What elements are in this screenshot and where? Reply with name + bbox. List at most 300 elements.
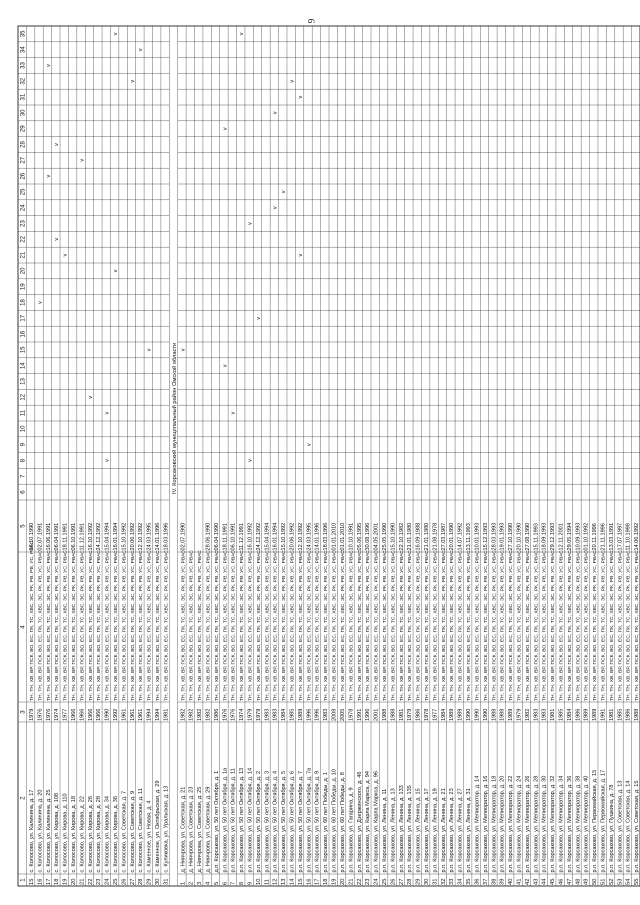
- bottom-row-works: ТН, ТН, ХВ, ВР, ПСК, ВО, ЕС, ПК, ТС, ХВС, ЭС, РК, РВ, УС, РВАС: [441, 550, 447, 701]
- top-row-date: 18.11.1991: [62, 523, 69, 551]
- top-row-number: 26: [121, 878, 128, 885]
- bottom-row-address: р.п. Корсаково, ул. Советская, д. 13: [617, 780, 624, 873]
- bottom-row-date: 10.01.1993: [474, 522, 481, 551]
- bottom-row-address: р.п. Корсаково, ул. Мелиоратор, д. 24: [516, 775, 523, 873]
- top-row-works: ТН, ТН, ХВ, ВР, ПСК, ВО, ЕС, ПК, ТС, ХВС, ЭС, РК, РВ, УС, РВАС: [97, 550, 103, 701]
- top-row-number: 22: [87, 878, 94, 885]
- bottom-row-date: 17.07.1997: [617, 522, 624, 551]
- bottom-row-date: 20.11.1996: [592, 523, 599, 551]
- top-row-date: 06.10.1990: [28, 522, 35, 551]
- bottom-row-works: ТН, ТН, ХВ, ВР, ПСК, ВО, ЕС, ПК, ТС, ХВС, ЭС, РК, РВ, УС, РВАС: [408, 550, 414, 701]
- bottom-row-date: 02.07.1990: [180, 522, 187, 551]
- bottom-row-number: 31: [432, 878, 439, 885]
- bottom-row-address: р.п. Корсаково, ул. Мелиоратор, д. 30: [541, 775, 548, 873]
- bottom-row-number: 43: [533, 878, 540, 885]
- bottom-row-address: р.п. Корсаково, ул. Мелиоратор, д. 40: [583, 775, 590, 873]
- bottom-row-number: 40: [508, 878, 515, 885]
- header-number: 13: [20, 378, 27, 385]
- header-number: 21: [20, 251, 27, 259]
- bottom-row-date: 24.12.1992: [255, 522, 262, 551]
- bottom-row-works: ТН, ТН, ХВ, ВР, ПСК, ВО, ЕС, ПК, ТС, ХВС, ЭС, РК, РВ, УС, РВАС: [349, 550, 355, 701]
- bottom-row-address: р.п. Корсаково, ул. Мелиоратор, д. 32: [550, 775, 557, 873]
- bottom-row-address: р.п. Корсаково, ул. Ленина, д. 13: [390, 788, 397, 873]
- bottom-row-number: 44: [541, 878, 548, 885]
- bottom-row-address: р.п. Корсаково, ул. Ленина, д. 15: [415, 788, 422, 873]
- header-number: 9: [20, 443, 27, 447]
- bottom-row-number: 48: [575, 878, 582, 885]
- bottom-row-year: 1979: [255, 708, 262, 721]
- bottom-row-date: 16.01.1994: [272, 522, 279, 551]
- bottom-row-year: 1982: [524, 708, 531, 721]
- top-row-date: 16.06.1991: [45, 522, 52, 551]
- bottom-row-number: 38: [491, 878, 498, 885]
- bottom-row-year: 1996: [306, 708, 313, 721]
- bottom-row-year: 1989: [297, 708, 304, 721]
- bottom-row-year: 1986: [575, 708, 582, 721]
- header-number: 18: [20, 299, 27, 306]
- bottom-row-works: ТН, ТН, ХВ, ВР, ПСК, ВО, ЕС, ПК, ТС, ХВС, ЭС, РК, РВ, УС, РВАС: [248, 550, 254, 701]
- top-row-address: с. Колосово, ул. Кирова, д. 36: [113, 796, 120, 873]
- header-number: 23: [20, 220, 27, 227]
- bottom-row-number: 32: [440, 878, 447, 885]
- bottom-row-works: ТН, ТН, ХВ, ВР, ПСК, ВО, ЕС, ПК, ТС, ХВС, ЭС, РК, РВ, УС, РВАС: [618, 550, 624, 701]
- header-number: 19: [20, 283, 27, 291]
- check-mark: v: [272, 111, 279, 115]
- bottom-row-number: 2: [188, 881, 195, 885]
- header-number: 22: [20, 235, 27, 243]
- bottom-row-address: р.п. Корсаково, ул. 50 лет Октября, д. 14: [247, 767, 254, 873]
- check-mark: v: [146, 348, 153, 352]
- top-row-works: ТН, ТН, ХВ, ВР, ПСК, ВО, ЕС, ПК, ТС, ХВС, ЭС, РК, РВ, УС, РВАС: [38, 550, 44, 701]
- bottom-row-works: ТН, ТН, ХВ, ВР, ПСК, ВО, ЕС, ПК, ТС, ХВС, ЭС, РК, РВ, УС, РВАС: [324, 550, 330, 701]
- bottom-row-address: д. Ниячрова, ул. Советская, д. 23: [188, 786, 195, 873]
- top-row-date: 02.07.1991: [37, 522, 44, 551]
- bottom-row-year: 1990: [466, 708, 473, 721]
- bottom-row-date: 15.12.1993: [482, 522, 489, 551]
- bottom-row-date: 18.09.1993: [541, 522, 548, 551]
- bottom-row-number: 1: [180, 881, 187, 885]
- bottom-row-works: ТН, ТН, ХВ, ВР, ПСК, ВО, ЕС, ПК, ТС, ХВС, ЭС, РК, РВ, УС, РВАС: [475, 550, 481, 701]
- top-row-year: 1979: [28, 708, 35, 721]
- bottom-row-address: р.п. Корсаково, ул. Мелиоратор, д. 26: [524, 775, 531, 873]
- bottom-row-date: 06.10.1991: [230, 522, 237, 551]
- top-row-address: с. Колосово, ул. Советская, д. 9: [129, 790, 136, 873]
- top-row-year: 1974: [54, 708, 61, 721]
- top-row-address: с. Колосово, ул. Советская, д. 11: [138, 788, 145, 873]
- top-row-works: ТН, ТН, ХВ, ВР, ПСК, ВО, ЕС, ПК, ТС, ХВС, ЭС, РК, РВ, УС, РВАС: [130, 550, 136, 701]
- bottom-row-date: 05.06.1995: [356, 522, 363, 551]
- bottom-row-works: ТН, ТН, ХВ, ВР, ПСК, ВО, ЕС, ПК, ТС, ХВС, ЭС, РК, РВ, УС, РВАС: [399, 550, 405, 701]
- bottom-row-number: 15: [297, 878, 304, 885]
- bottom-row-address: р.п. Корсаково, ул. 60 лет Победы, д. 1: [323, 772, 330, 873]
- bottom-row-year: 1986: [625, 708, 632, 721]
- top-row-works: ТН, ТН, ХВ, ВР, ПСК, ВО, ЕС, ПК, ТС, ХВС, ЭС, РК, РВ, УС, РВАС: [122, 550, 128, 701]
- top-row-number: 23: [96, 878, 103, 885]
- bottom-row-works: ТН, ТН, ХВ, ВР, ПСК, ВО, ЕС, ПК, ТС, ХВС, ЭС, РК, РВ, УС, РВАС: [425, 550, 431, 701]
- bottom-row-works: ТН, ТН, ХВ, ВР, ПСК, ВО, ЕС, ПК, ТС, ХВС, ЭС, РК, РВ, УС, РВАС: [206, 550, 212, 701]
- bottom-row-number: 12: [272, 878, 279, 885]
- bottom-row-date: 11.10.1998: [625, 523, 632, 551]
- bottom-row-works: ТН, ТН, ХВ, ВР, ПСК, ВО, ЕС, ПК, ТС, ХВС, ЭС, РК, РВ, УС, РВАС: [483, 550, 489, 701]
- bottom-row-works: ТН, ТН, ХВ, ВР, ПСК, ВО, ЕС, ПК, ТС, ХВС, ЭС, РК, РВ, УС, РВАС: [593, 550, 599, 701]
- header-number: 7: [20, 474, 27, 478]
- check-mark: v: [297, 95, 304, 99]
- bottom-row-works: ТН, ТН, ХВ, ВР, ПСК, ВО, ЕС, ПК, ТС, ХВС, ЭС, РК, РВ, УС, РВАС: [256, 550, 262, 701]
- bottom-row-works: ТН, ТН, ХВ, ВР, ПСК, ВО, ЕС, ПК, ТС, ХВС, ЭС, РК, РВ, УС, РВАС: [382, 550, 388, 701]
- header-number: 10: [20, 425, 27, 433]
- bottom-row-date: 22.10.1982: [398, 522, 405, 551]
- top-row-address: с. Каменное, ул. Новая, д. 4: [146, 800, 153, 873]
- page-number: 9: [306, 18, 317, 24]
- bottom-row-date: 28.03.1993: [491, 522, 498, 551]
- bottom-row-date: 21.08.1978: [432, 522, 439, 551]
- bottom-row-address: р.п. Корсаково, ул. Мелиоратор, д. 38: [575, 775, 582, 873]
- bottom-row-address: р.п. Корсаково, ул. 60 лет Победы, д. 10: [331, 769, 338, 873]
- top-row-number: 19: [62, 878, 69, 885]
- bottom-row-address: р.п. Корсаково, ул. Мелиоратор, д. 20: [499, 775, 506, 873]
- bottom-row-number: 20: [339, 878, 346, 885]
- top-row-year: 1966: [79, 708, 86, 721]
- bottom-row-year: 1979: [516, 708, 523, 721]
- bottom-row-address: д. Ниячрова, ул. Советская, д. 29: [205, 786, 212, 873]
- bottom-row-number: 55: [634, 878, 640, 885]
- top-row-works: ТН, ТН, ХВ, ВР, ПСК, ВО, ЕС, ПК, ТС, ХВС, ЭС, РК, РВ, УС, РВАС: [105, 550, 111, 701]
- bottom-row-works: ТН, ТН, ХВ, ВР, ПСК, ВО, ЕС, ПК, ТС, ХВС, ЭС, РК, РВ, УС, РВАС: [635, 550, 640, 701]
- bottom-row-year: 1982: [188, 708, 195, 721]
- bottom-row-year: 1989: [449, 708, 456, 721]
- bottom-row-date: 15.04.1994: [264, 522, 271, 551]
- bottom-row-year: 1989: [508, 708, 515, 721]
- bottom-row-year: 1986: [415, 708, 422, 721]
- top-row-address: с. Колосово, ул. Калинина, д. 25: [45, 789, 52, 873]
- bottom-row-year: 1985: [558, 708, 565, 721]
- bottom-row-address: р.п. Корсаково, ул. Мелиоратор, д. 34: [558, 775, 565, 873]
- check-mark: v: [281, 190, 288, 194]
- bottom-row-works: ТН, ТН, ХВ, ВР, ПСК, ВО, ЕС, ПК, ТС, ХВС, ЭС, РК, РВ, УС, РВАС: [332, 550, 338, 701]
- check-mark: v: [289, 79, 296, 83]
- header-number: 11: [20, 409, 27, 417]
- bottom-row-number: 47: [566, 878, 573, 885]
- header-number: 27: [20, 156, 27, 164]
- bottom-row-date: 18.03.1996: [323, 522, 330, 551]
- top-row-year: 1961: [121, 708, 128, 721]
- bottom-row-address: р.п. Корсаково, ул. 50 лет Октября, д. 7а: [306, 767, 313, 873]
- bottom-row-number: 50: [592, 878, 599, 885]
- bottom-row-works: ТН, ТН, ХВ, ВР, ПСК, ВО, ЕС, ПК, ТС, ХВС, ЭС, РК, РВ, УС, РВАС: [265, 550, 271, 701]
- bottom-row-works: ТН, ТН, ХВ, ВР, ПСК, ВО, ЕС, ПК, ТС, ХВС, ЭС, РК, РВ, УС, РВАС: [525, 550, 531, 701]
- bottom-row-number: 36: [474, 878, 481, 885]
- top-row-number: 24: [104, 878, 111, 885]
- check-mark: v: [239, 32, 246, 36]
- bottom-row-year: 1984: [566, 708, 573, 721]
- bottom-row-year: 1985: [289, 708, 296, 721]
- bottom-row-number: 51: [600, 878, 607, 885]
- bottom-row-works: ТН, ТН, ХВ, ВР, ПСК, ВО, ЕС, ПК, ТС, ХВС, ЭС, РК, РВ, УС, РВАС: [584, 550, 590, 701]
- bottom-row-year: 1976: [230, 708, 237, 721]
- header-number: 33: [20, 62, 27, 69]
- check-mark: v: [129, 79, 136, 83]
- header-number: 31: [20, 93, 27, 101]
- header-number: 1: [20, 878, 27, 882]
- bottom-row-year: 1982: [180, 708, 187, 721]
- bottom-row-address: р.п. Корсаково, ул. Первомайская, д. 15: [592, 769, 599, 873]
- bottom-row-number: 30: [424, 878, 431, 885]
- header-number: 4: [20, 625, 27, 629]
- check-mark: v: [54, 143, 61, 146]
- top-row-number: 16: [37, 878, 44, 885]
- bottom-row-works: ТН, ТН, ХВ, ВР, ПСК, ВО, ЕС, ПК, ТС, ХВС, ЭС, РК, РВ, УС, РВАС: [458, 550, 464, 701]
- bottom-row-year: 1976: [222, 708, 229, 721]
- bottom-row-works: ТН, ТН, ХВ, ВР, ПСК, ВО, ЕС, ПК, ТС, ХВС, ЭС, РК, РВ, УС, РВАС: [340, 550, 346, 701]
- bottom-row-year: 1981: [398, 708, 405, 721]
- top-row-address: с. Колосово, ул. Кирова, д. 34: [104, 796, 111, 873]
- bottom-row-year: 1996: [314, 708, 321, 721]
- header-number: 29: [20, 125, 27, 133]
- top-row-number: 31: [163, 878, 170, 885]
- bottom-row-works: ТН, ТН, ХВ, ВР, ПСК, ВО, ЕС, ПК, ТС, ХВС, ЭС, РК, РВ, УС, РВАС: [366, 550, 372, 701]
- bottom-row-date: 15.10.1990: [390, 522, 397, 551]
- bottom-row-works: ТН, ТН, ХВ, ВР, ПСК, ВО, ЕС, ПК, ТС, ХВС, ЭС, РК, РВ, УС, РВАС: [214, 550, 220, 701]
- top-row-address: с. Колосово, ул. Калинина, д. 17: [28, 789, 35, 873]
- top-row-year: 1990: [104, 708, 111, 721]
- check-mark: v: [247, 459, 254, 462]
- bottom-row-year: 1991: [356, 708, 363, 721]
- top-row-date: 15.10.1992: [121, 522, 128, 551]
- bottom-row-date: 10.09.1993: [575, 522, 582, 551]
- bottom-row-number: 42: [524, 878, 531, 885]
- bottom-row-works: ТН, ТН, ХВ, ВР, ПСК, ВО, ЕС, ПК, ТС, ХВС, ЭС, РК, РВ, УС, РВАС: [500, 550, 506, 701]
- bottom-row-date: 27.08.1990: [524, 522, 531, 551]
- check-mark: v: [306, 443, 313, 447]
- bottom-row-date: 30.08.1996: [365, 522, 372, 551]
- bottom-row-address: д. Ниячрова, ул. Советская, д. 25: [197, 786, 204, 873]
- bottom-row-date: 14.07.1992: [457, 522, 464, 551]
- bottom-row-year: 1983: [272, 708, 279, 721]
- bottom-row-date: 28.06.1990: [205, 522, 212, 551]
- top-row-number: 25: [113, 878, 120, 885]
- bottom-row-year: 1979: [247, 708, 254, 721]
- bottom-row-works: ТН, ТН, ХВ, ВР, ПСК, ВО, ЕС, ПК, ТС, ХВС, ЭС, РК, РВ, УС, РВАС: [601, 550, 607, 701]
- bottom-row-number: 46: [558, 878, 565, 885]
- top-row-year: 1994: [155, 708, 162, 721]
- bottom-row-address: р.п. Корсаково, ул. 50 лет Октября, д. 7: [297, 770, 304, 873]
- header-number: 3: [20, 710, 27, 714]
- bottom-row-number: 29: [415, 878, 422, 885]
- check-mark: v: [79, 158, 86, 162]
- top-row-year: 1961: [138, 708, 145, 721]
- bottom-row-works: ТН, ТН, ХВ, ВР, ПСК, ВО, ЕС, ПК, ТС, ХВС, ЭС, РК, РВ, УС, РВАС: [492, 550, 498, 701]
- bottom-row-year: 1978: [424, 708, 431, 721]
- top-row-year: 1992: [113, 708, 120, 721]
- bottom-row-year: 1982: [205, 708, 212, 721]
- bottom-row-number: 17: [314, 878, 321, 885]
- bottom-row-address: р.п. Корсаково, ул. Карла Маркса, д. 96: [373, 771, 380, 873]
- bottom-row-works: ТН, ТН, ХВ, ВР, ПСК, ВО, ЕС, ПК, ТС, ХВС, ЭС, РК, РВ, УС, РВАС: [534, 550, 540, 701]
- bottom-row-address: р.п. Корсаково, ул. Мелиоратор, д. 28: [533, 775, 540, 873]
- top-row-number: 27: [129, 878, 136, 885]
- bottom-row-address: р.п. Корсаково, ул. Ленина, д. 23: [449, 788, 456, 873]
- bottom-row-date: 06.04.1990: [213, 522, 220, 551]
- bottom-row-number: 37: [482, 878, 489, 885]
- top-row-date: 15.04.1994: [104, 522, 111, 551]
- bottom-row-date: 21.01.1980: [407, 522, 414, 551]
- bottom-row-year: 1988: [634, 708, 640, 721]
- top-row-year: 1966: [70, 708, 77, 721]
- top-row-date: 06.10.1991: [70, 522, 77, 551]
- top-row-year: 1961: [129, 708, 136, 721]
- header-number: 15: [20, 346, 27, 354]
- bottom-row-number: 27: [398, 878, 405, 885]
- bottom-row-address: р.п. Корсаково, ул. 50 лет Октября, д. 6: [289, 770, 296, 873]
- bottom-row-number: 6: [222, 881, 229, 885]
- bottom-row-date: 16.09.1988: [415, 522, 422, 551]
- top-row-date: 11.12.1991: [79, 523, 86, 551]
- bottom-row-year: 1974: [239, 708, 246, 721]
- top-row-works: ТН, ТН, ХВ, ВР, ПСК, ВО, ЕС, ПК, ТС, ХВС, ЭС, РК, РВ, УС, РВАС: [164, 550, 170, 701]
- check-mark: v: [113, 269, 120, 273]
- bottom-row-works: ТН, ТН, ХВ, ВР, ПСК, ВО, ЕС, ПК, ТС, ХВС, ЭС, РК, РВ, УС, РВАС: [307, 550, 313, 701]
- header-number: 24: [20, 204, 27, 212]
- top-row-number: 21: [79, 878, 86, 885]
- top-row-works: ТН, ТН, ХВ, ВР, ПСК, ВО, ЕС, ПК, ТС, ХВС, ЭС, РК, РВ, УС, РВАС: [114, 550, 120, 701]
- bottom-row-address: р.п. Корсаково, ул. Дзержинского, д. 46: [356, 771, 363, 873]
- bottom-row-year: 1990: [474, 708, 481, 721]
- bottom-row-address: р.п. Корсаково, ул. 50 лет Октября, д. 5: [281, 770, 288, 873]
- bottom-row-works: ТН, ТН, ХВ, ВР, ПСК, ВО, ЕС, ПК, ТС, ХВС, ЭС, РК, РВ, УС, РВАС: [551, 550, 557, 701]
- bottom-row-works: ТН, ТН, ХВ, ВР, ПСК, ВО, ЕС, ПК, ТС, ХВС, ЭС, РК, РВ, УС, РВАС: [198, 550, 204, 701]
- top-row-number: 18: [54, 878, 61, 885]
- bottom-row-works: ТН, ТН, ХВ, ВР, ПСК, ВО, ЕС, ПК, ТС, ХВС, ЭС, РК, РВ, УС, РВАС: [626, 550, 632, 701]
- bottom-row-date: 29.12.1993: [550, 522, 557, 551]
- bottom-row-works: ТН, ТН, ХВ, ВР, ПСК, ВО, ЕС, ПК, ТС, ХВС, ЭС, РК, РВ, УС, РВАС: [467, 550, 473, 701]
- bottom-row-date: 20.06.1992: [289, 522, 296, 551]
- bottom-row-year: 1985: [617, 708, 624, 721]
- top-row-number: 30: [155, 878, 162, 885]
- bottom-row-address: р.п. Корсаково, ул. Мелиоратор, д. 18: [491, 775, 498, 873]
- bottom-row-date: 11.12.1991: [239, 523, 246, 551]
- bottom-row-number: 10: [255, 878, 262, 885]
- bottom-row-number: 22: [356, 878, 363, 885]
- bottom-row-number: 26: [390, 878, 397, 885]
- bottom-row-date: 25.05.1990: [381, 522, 388, 551]
- bottom-row-year: 1983: [323, 708, 330, 721]
- bottom-row-number: 39: [499, 878, 506, 885]
- top-row-works: ТН, ТН, ХВ, ВР, ПСК, ВО, ЕС, ПК, ТС, ХВС, ЭС, РК, РВ, УС, РВАС: [71, 550, 77, 701]
- check-mark: v: [222, 127, 229, 131]
- bottom-row-date: 04.05.2001: [373, 522, 380, 551]
- header-number: 16: [20, 330, 27, 338]
- check-mark: v: [45, 64, 52, 67]
- bottom-row-address: р.п. Корсаково, ул. 50 лет Октября, д. 13: [239, 767, 246, 873]
- header-number: 26: [20, 172, 27, 180]
- top-row-works: ТН, ТН, ХВ, ВР, ПСК, ВО, ЕС, ПК, ТС, ХВС, ЭС, РК, РВ, УС, РВАС: [156, 550, 162, 701]
- top-row-works: ТН, ТН, ХВ, ВР, ПСК, ВО, ЕС, ПК, ТС, ХВС, ЭС, РК, РВ, УС, РВАС: [139, 550, 145, 701]
- bottom-row-works: ТН, ТН, ХВ, ВР, ПСК, ВО, ЕС, ПК, ТС, ХВС, ЭС, РК, РВ, УС, РВАС: [223, 550, 229, 701]
- bottom-row-address: р.п. Корсаково, ул. Гагарина, д. 9: [348, 787, 355, 873]
- check-mark: v: [104, 411, 111, 415]
- bottom-row-number: 28: [407, 878, 414, 885]
- bottom-row-address: р.п. Корсаково, ул. Ленина, д. 19: [432, 788, 439, 873]
- top-row-address: с. Колосово, ул. Кирова, д. 22: [79, 796, 86, 873]
- header-number: 6: [20, 490, 27, 494]
- bottom-row-works: ТН, ТН, ХВ, ВР, ПСК, ВО, ЕС, ПК, ТС, ХВС, ЭС, РК, РВ, УС, РВАС: [517, 550, 523, 701]
- bottom-row-address: р.п. Корсаково, ул. Мелиоратор, д. 22: [508, 775, 515, 873]
- bottom-row-works: ТН, ТН, ХВ, ВР, ПСК, ВО, ЕС, ПК, ТС, ХВС, ЭС, РК, РВ, УС, РВАС: [374, 550, 380, 701]
- bottom-row-date: 21.01.1980: [424, 522, 431, 551]
- bottom-row-date: 01.01.2010: [339, 522, 346, 551]
- header-number: 5: [20, 524, 27, 528]
- top-row-address: с. Куликовка, ул. Уральская, д. 13: [163, 785, 170, 873]
- bottom-row-year: 2008: [331, 708, 338, 721]
- top-row-address: с. Каменное, ул. Октябрьская, д. 29: [155, 780, 162, 873]
- bottom-row-year: 1983: [264, 708, 271, 721]
- bottom-row-address: р.п. Корсаково, ул. Ленина, д. 11: [381, 788, 388, 873]
- check-mark: v: [37, 301, 44, 304]
- top-row-date: 12.10.1992: [138, 522, 145, 551]
- check-mark: v: [297, 253, 304, 257]
- bottom-row-works: ТН, ТН, ХВ, ВР, ПСК, ВО, ЕС, ПК, ТС, ХВС, ЭС, РК, РВ, УС, РВАС: [416, 550, 422, 701]
- bottom-row-address: р.п. Корсаково, ул. 50 лет Октября, д. 1а: [222, 767, 229, 873]
- bottom-row-address: р.п. Корсаково, ул. Карла Маркса, д. 94: [365, 771, 372, 873]
- bottom-row-address: р.п. Корсаково, ул. Первомайская, д. 17: [600, 769, 607, 873]
- bottom-row-year: 1978: [348, 708, 355, 721]
- top-row-year: 1966: [96, 708, 103, 721]
- header-number: 20: [20, 267, 27, 275]
- top-row-date: 16.10.1992: [87, 522, 94, 551]
- bottom-row-number: 14: [289, 878, 296, 885]
- bottom-row-year: 1996: [365, 708, 372, 721]
- bottom-row-date: 13.11.1993: [466, 523, 473, 551]
- bottom-row-number: 9: [247, 881, 254, 885]
- bottom-row-address: р.п. Корсаково, ул. Мелиоратор, д. 16: [482, 775, 489, 873]
- bottom-row-number: 8: [239, 881, 246, 885]
- bottom-row-address: р.п. Корсаково, ул. Ленина, д. 21: [440, 788, 447, 873]
- bottom-row-works: ТН, ТН, ХВ, ВР, ПСК, ВО, ЕС, ПК, ТС, ХВС, ЭС, РК, РВ, УС, РВАС: [181, 550, 187, 701]
- bottom-row-address: р.п. Корсаково, ул. Ленина, д. 31: [466, 788, 473, 873]
- top-row-number: 15: [28, 878, 35, 885]
- bottom-row-address: д. Ниячрова, ул. Советская, д. 21: [180, 786, 187, 873]
- bottom-row-date: 01.01.2010: [331, 522, 338, 551]
- header-number: 14: [20, 362, 27, 370]
- bottom-row-date: 20.10.1990: [516, 522, 523, 551]
- bottom-row-address: р.п. Корсаково, ул. 50 лет Октября, д. 2: [255, 770, 262, 873]
- bottom-row-date: 12.10.1992: [297, 522, 304, 551]
- bottom-row-number: 21: [348, 878, 355, 885]
- bottom-row-date: 16.10.1992: [247, 522, 254, 551]
- header-number: 8: [20, 458, 27, 463]
- header-number: 35: [20, 30, 27, 38]
- bottom-row-address: р.п. Корсаково, ул. 50 лет Октября, д. 11: [230, 768, 237, 873]
- bottom-row-number: 25: [381, 878, 388, 885]
- bottom-row-works: ТН, ТН, ХВ, ВР, ПСК, ВО, ЕС, ПК, ТС, ХВС, ЭС, РК, РВ, УС, РВАС: [391, 550, 397, 701]
- bottom-row-number: 7: [230, 881, 237, 885]
- top-row-year: 1976: [45, 708, 52, 721]
- top-row-year: 1966: [87, 708, 94, 721]
- bottom-row-number: 18: [323, 878, 330, 885]
- bottom-row-number: 41: [516, 878, 523, 885]
- bottom-row-number: 16: [306, 878, 313, 885]
- top-row-year: 1977: [62, 708, 69, 721]
- bottom-row-year: 1990: [482, 708, 489, 721]
- bottom-row-date: 27.10.1990: [508, 522, 515, 551]
- bottom-row-year: 1988: [499, 708, 506, 721]
- bottom-row-works: ТН, ТН, ХВ, ВР, ПСК, ВО, ЕС, ПК, ТС, ХВС, ЭС, РК, РВ, УС, РВАС: [273, 550, 279, 701]
- bottom-row-year: 1982: [197, 708, 204, 721]
- top-row-address: с. Колосово, ул. Кирова, д. 18: [70, 796, 77, 873]
- bottom-row-works: ТН, ТН, ХВ, ВР, ПСК, ВО, ЕС, ПК, ТС, ХВС, ЭС, РК, РВ, УС, РВАС: [315, 550, 321, 701]
- bottom-row-number: 45: [550, 878, 557, 885]
- bottom-row-number: 24: [373, 878, 380, 885]
